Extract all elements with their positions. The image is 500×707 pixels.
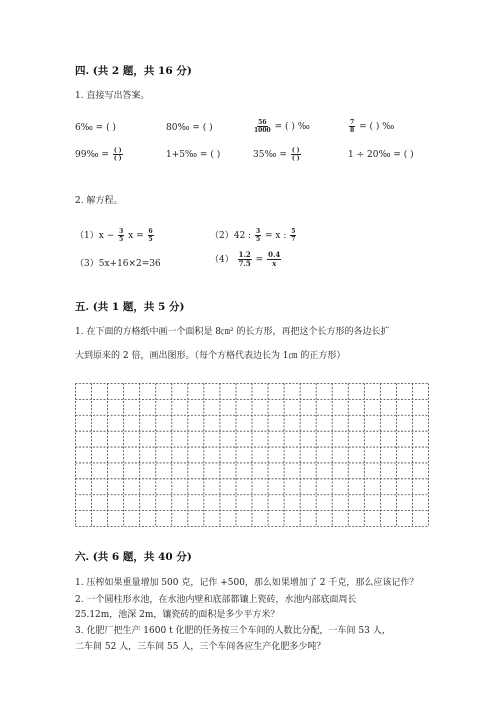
fraction-1.2-7.5: $\frac{1.2}{7.5}$ bbox=[238, 250, 251, 268]
question-6-line-3: 25.12m，池深 2m，镶瓷砖的面积是多少平方米？ bbox=[75, 610, 280, 620]
question-4-2-label: 2. 解方程。 bbox=[75, 196, 123, 206]
fraction-3-5: $\frac{3}{5}$ bbox=[119, 228, 124, 243]
equation-4: （4） $\frac{1.2}{7.5}$ = $\frac{0.4}{x}$ bbox=[210, 250, 281, 268]
section-5-title: 五. (共 1 题，共 5 分) bbox=[75, 301, 185, 313]
question-5-1-line-1: 1. 在下面的方格纸中画一个面积是 8㎝² 的长方形，再把这个长方形的各边长扩 bbox=[75, 327, 390, 337]
fraction-3-5: $\frac{3}{5}$ bbox=[255, 228, 261, 243]
equation-2: （2）42 : $\frac{3}{5}$ = x : $\frac{5}{7}$ bbox=[210, 228, 296, 243]
section-6-title: 六. (共 6 题，共 40 分) bbox=[75, 551, 192, 563]
fraction-56-1000: $\frac{56}{1000}$ bbox=[254, 119, 271, 134]
section-4-title: 四. (共 2 题，共 16 分) bbox=[75, 65, 192, 77]
item-a1: 6‰ = ( ) bbox=[75, 123, 116, 133]
item-b1: 99‰ = $\frac{( )}{( )}$ bbox=[75, 147, 122, 162]
item-b3: 35‰ = $\frac{( )}{( )}$ bbox=[253, 147, 300, 162]
fraction-0.4-x: $\frac{0.4}{x}$ bbox=[268, 250, 281, 268]
fraction-5-7: $\frac{5}{7}$ bbox=[291, 228, 296, 243]
question-4-1-label: 1. 直接写出答案。 bbox=[75, 91, 150, 101]
question-6-line-4: 3. 化肥厂把生产 1600 t 化肥的任务按三个车间的人数比分配，一车间 53 人， bbox=[75, 626, 391, 636]
item-a3: $\frac{56}{1000}$ = ( ) ‰ bbox=[254, 119, 310, 134]
item-b4: 1 ÷ 20‰ = ( ) bbox=[348, 150, 414, 160]
blank-fraction: $\frac{( )}{( )}$ bbox=[113, 147, 122, 162]
blank-fraction: $\frac{( )}{( )}$ bbox=[291, 147, 300, 162]
fraction-6-5: $\frac{6}{5}$ bbox=[148, 228, 153, 243]
grid-svg bbox=[75, 383, 429, 527]
grid-paper bbox=[75, 383, 429, 527]
item-b2: 1+5‰ = ( ) bbox=[166, 150, 221, 160]
item-a4: $\frac{7}{8}$ = ( ) ‰ bbox=[350, 119, 395, 134]
question-6-line-2: 2. 一个圆柱形水池，在水池内壁和底部都镶上瓷砖，水池内部底面周长 bbox=[75, 595, 357, 605]
question-5-1-line-2: 大到原来的 2 倍，画出图形。（每个方格代表边长为 1㎝ 的正方形） bbox=[75, 351, 346, 361]
item-a2: 80‰ = ( ) bbox=[166, 123, 213, 133]
fraction-7-8: $\frac{7}{8}$ bbox=[350, 119, 355, 134]
equation-1: （1）x − $\frac{3}{5}$ x = $\frac{6}{5}$ bbox=[75, 228, 153, 243]
question-6-line-1: 1. 压榨如果重量增加 500 克，记作 +500，那么如果增加了 2 千克，那么应该记作？ bbox=[75, 578, 419, 588]
question-6-line-5: 二车间 52 人，三车间 55 人，三个车间各应生产化肥多少吨？ bbox=[75, 642, 326, 652]
equation-3: （3）5x+16×2=36 bbox=[75, 259, 161, 269]
